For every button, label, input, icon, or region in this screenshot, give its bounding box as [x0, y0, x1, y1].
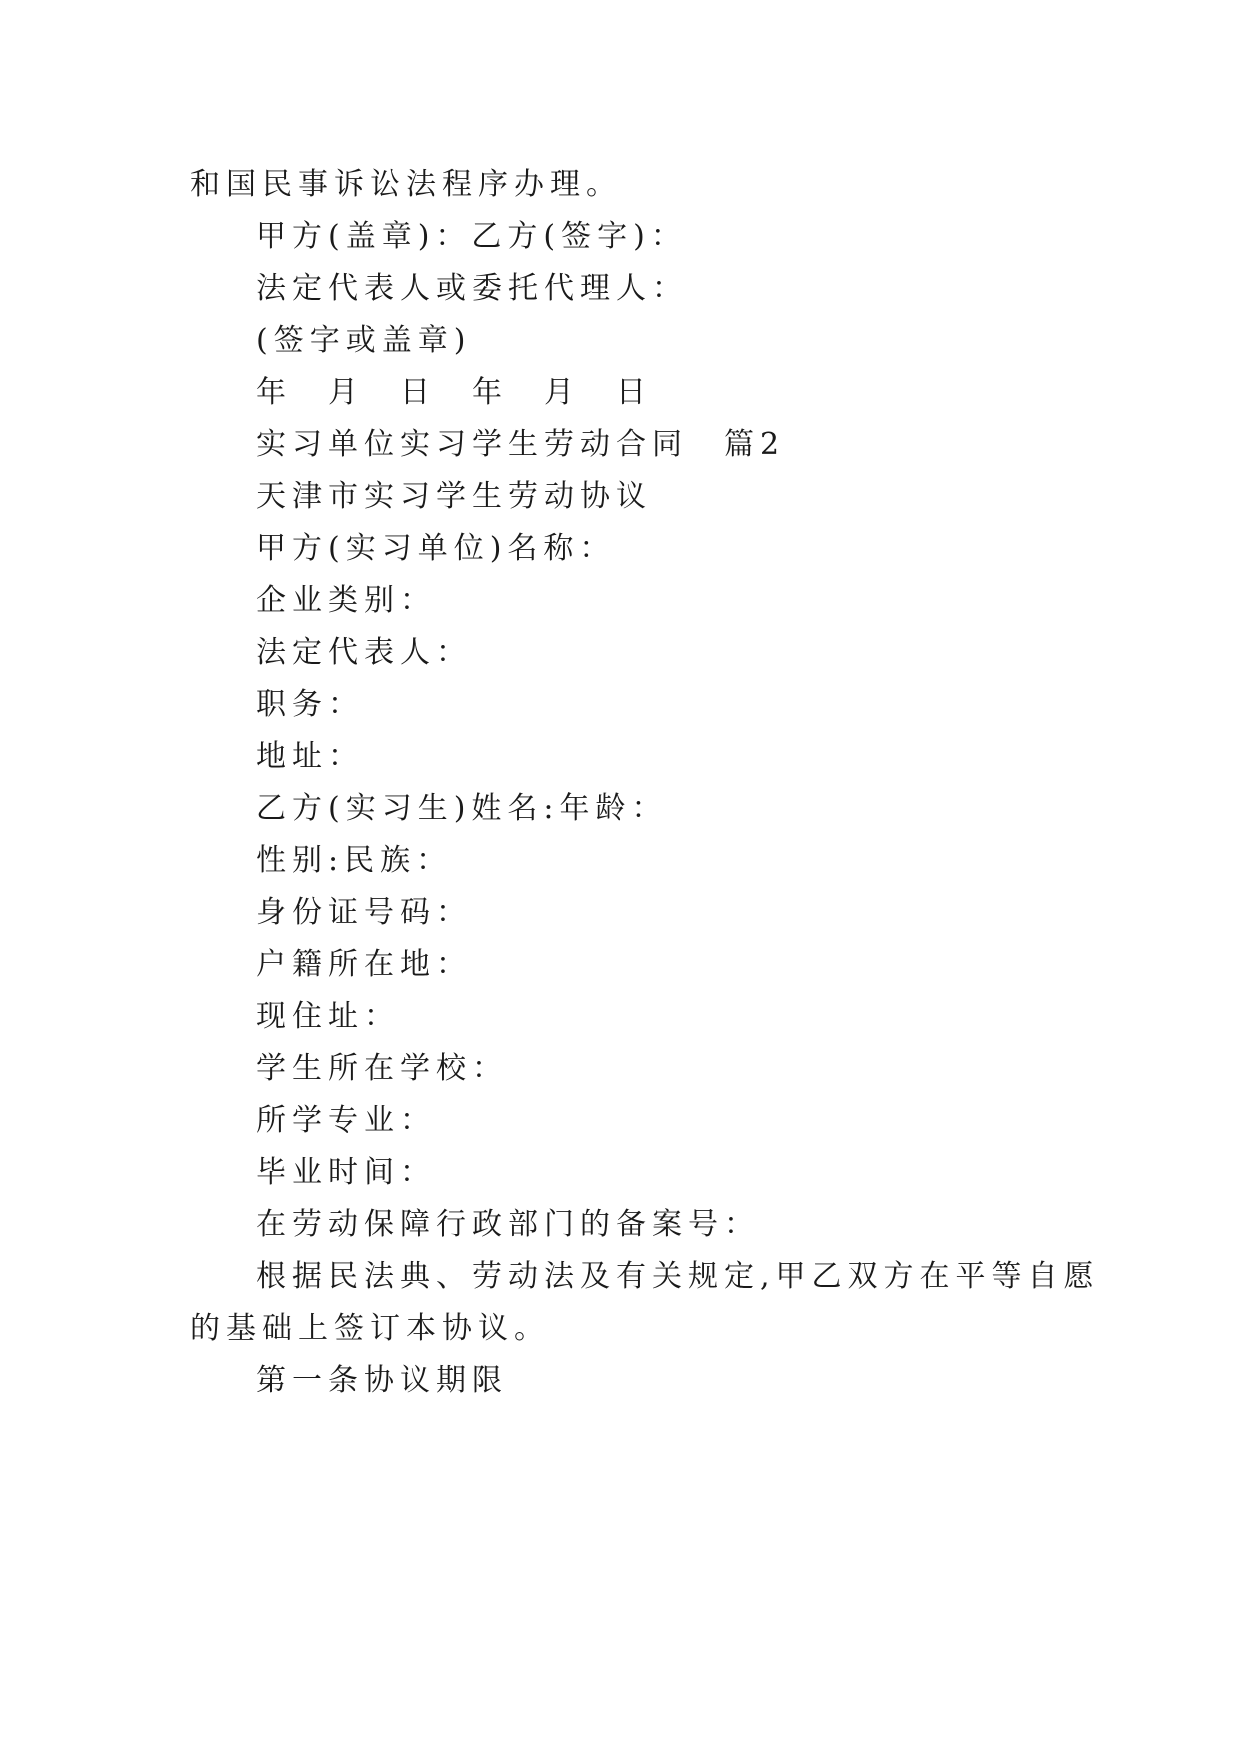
text-line: 甲方(实习单位)名称：: [256, 531, 616, 566]
text-line: 天津市实习学生劳动协议: [256, 479, 652, 514]
text-line: 法定代表人或委托代理人：: [256, 271, 688, 306]
text-line: 根据民法典、劳动法及有关规定,甲乙双方在平等自愿: [256, 1259, 1100, 1294]
text-line: 法定代表人：: [256, 635, 472, 670]
text-line: 企业类别：: [256, 583, 436, 618]
text-line: 乙方(实习生)姓名:年龄：: [256, 791, 668, 826]
text-line: 实习单位实习学生劳动合同 篇2: [256, 427, 786, 462]
text-line: 第一条协议期限: [256, 1363, 508, 1398]
text-line: 在劳动保障行政部门的备案号：: [256, 1207, 760, 1242]
text-line: 职务：: [256, 687, 364, 722]
text-line: 年 月 日 年 月 日: [256, 375, 652, 410]
text-line: 的基础上签订本协议。: [190, 1311, 550, 1346]
text-line: 毕业时间：: [256, 1155, 436, 1190]
text-line: 甲方(盖章)：乙方(签字)：: [256, 219, 687, 254]
text-line: 现住址：: [256, 999, 400, 1034]
text-line: 性别:民族：: [256, 843, 453, 878]
text-line: 户籍所在地：: [256, 947, 472, 982]
text-line: (签字或盖章): [256, 323, 472, 358]
text-line: 地址：: [256, 739, 364, 774]
text-line: 和国民事诉讼法程序办理。: [190, 167, 622, 202]
text-line: 所学专业：: [256, 1103, 436, 1138]
text-line: 学生所在学校：: [256, 1051, 508, 1086]
text-line: 身份证号码：: [256, 895, 472, 930]
